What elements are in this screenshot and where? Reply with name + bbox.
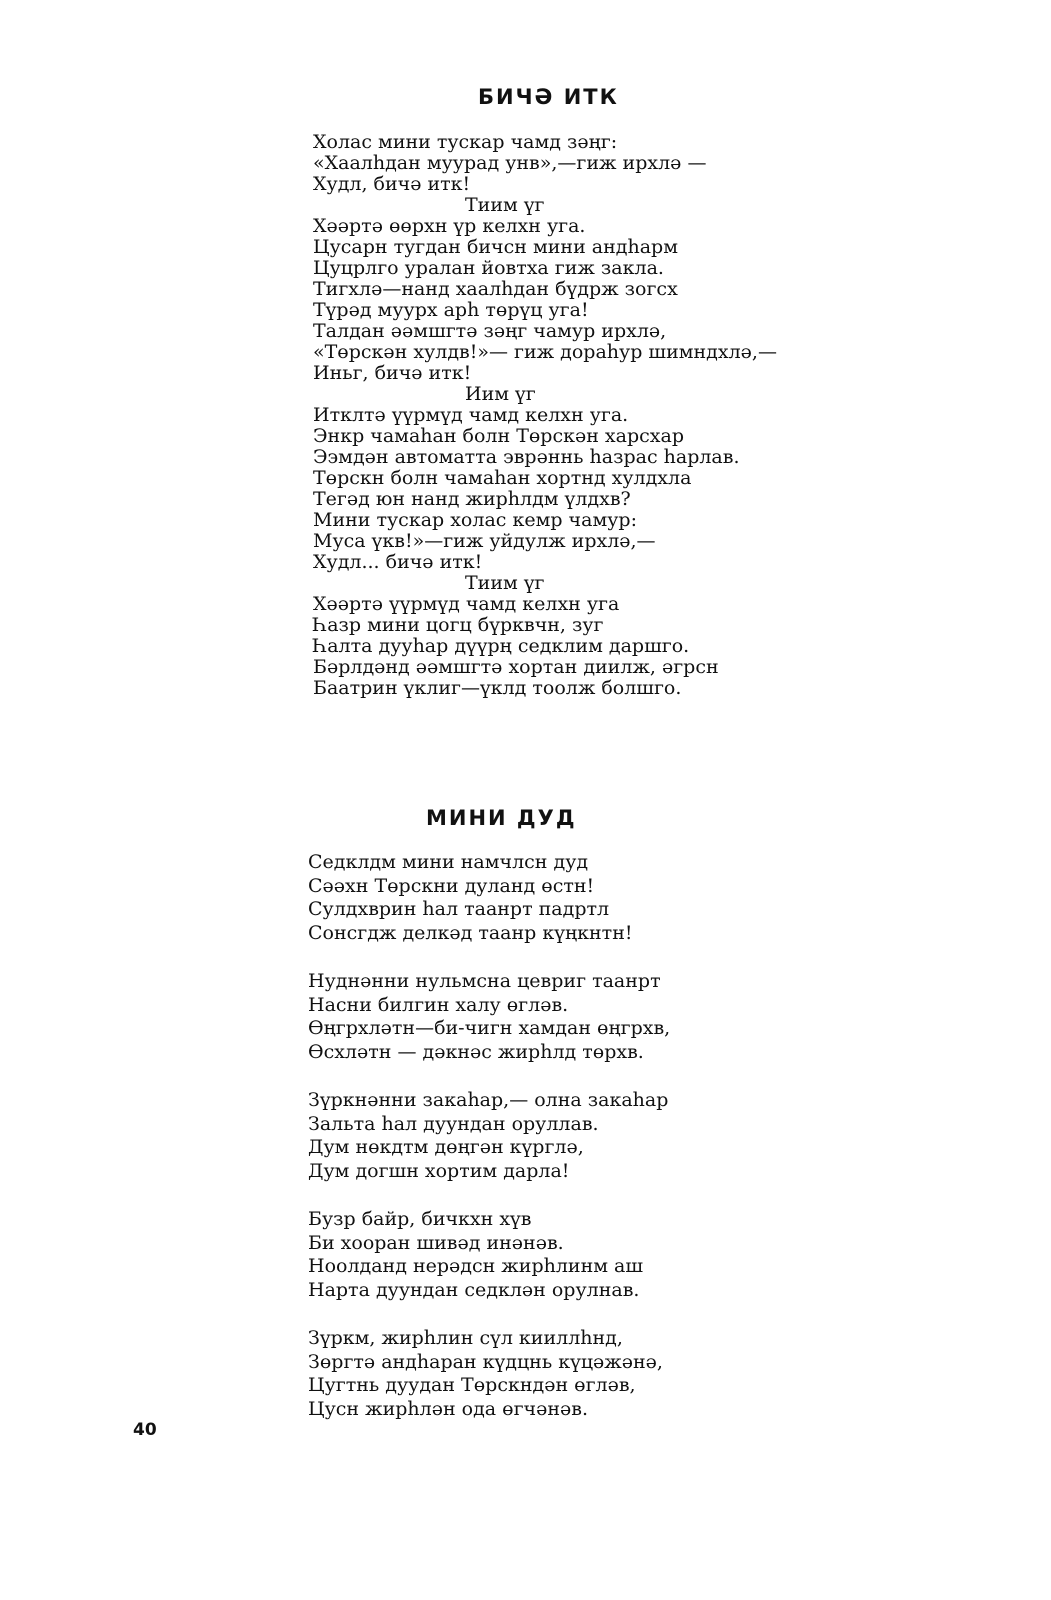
poem-line: Цугтнь дуудан Төрскндән өгләв, [308, 1374, 636, 1396]
poem-line: Нарта дуундан седклән орулнав. [308, 1278, 640, 1301]
poem-line: Иим үг [465, 383, 536, 405]
poem-line: Тегәд юн нанд жирһлдм үлдхв? [313, 488, 631, 510]
poem-line: «Хаалһдан муурад унв»,—гиж ирхлә — [313, 152, 707, 174]
poem-line: Бәрлдәнд әәмшгтә хортан диилж, әгрсн [313, 656, 719, 678]
poem-line: Хәәртә өөрхн үр келхн уга. [313, 215, 586, 237]
poem-line: Сәәхн Төрскни дуланд өстн! [308, 874, 595, 897]
poem-body-1 [313, 132, 777, 699]
poem-line: Худл, бичә итк! [313, 173, 471, 195]
stanza [308, 1089, 670, 1183]
poem-line: Нуднәнни нульмсна цевриг таанрт [308, 970, 661, 992]
poem-line: Ээмдән автоматта эврәннь һазрас һарлав. [313, 446, 740, 468]
poem-line: Һалта дууһар дүүрң седклим даршго. [313, 635, 690, 657]
poem-line: Баатрин үклиг—үклд тоолж болшго. [313, 677, 682, 699]
poem-line: Цусн жирһлән ода өгчәнәв. [308, 1397, 588, 1420]
stanza [308, 1208, 670, 1302]
poem-line: Итклтә үүрмүд чамд келхн уга. [313, 404, 629, 426]
poem-line: Хәәртә үүрмүд чамд келхн уга [313, 593, 620, 615]
poem-line: Худл... бичә итк! [313, 551, 483, 573]
poem-line: Дум нөкдтм дөңгән күрглә, [308, 1136, 584, 1158]
stanza [308, 970, 670, 1064]
poem-line: Бузр байр, бичкхн хүв [308, 1208, 532, 1230]
poem-line: Иньг, бичә итк! [313, 362, 472, 384]
poem-line: Һазр мини цогц бүрквчн, зуг [313, 614, 604, 636]
poem-line: Сонсгдж делкәд таанр күңкнтн! [308, 921, 633, 944]
poem-line: Зөргтә андһаран күдцнь күцәжәнә, [308, 1350, 663, 1373]
page-number: 40 [133, 1420, 157, 1440]
poem-line: Мини тускар холас кемр чамур: [313, 509, 637, 531]
poem-line: Тиим үг [465, 572, 545, 594]
poem-line: Дум догшн хортим дарла! [308, 1159, 570, 1182]
poem-body-2 [308, 851, 670, 1446]
poem-line: Түрәд муурх арһ төрүц уга! [313, 299, 589, 321]
poem-line: Өсхләтн — дәкнәс жирһлд төрхв. [308, 1040, 644, 1063]
poem-line: Зальта һал дуундан оруллав. [308, 1112, 599, 1135]
poem-line: Сулдхврин һал таанрт падртл [308, 898, 610, 920]
poem-line: Цуцрлго уралан йовтха гиж закла. [313, 257, 664, 279]
poem-line: «Төрскән хулдв!»— гиж дораһур шимндхлә,— [313, 341, 777, 363]
poem-line: Муса үкв!»—гиж уйдулж ирхлә,— [313, 530, 656, 552]
poem-line: Зүркм, жирһлин сүл кииллһнд, [308, 1327, 623, 1349]
stanza [308, 1327, 670, 1421]
poem-title-1: БИЧӘ ИТК [478, 85, 619, 109]
poem-line: Зүркнәнни закаһар,— олна закаһар [308, 1089, 669, 1111]
poem-line: Седклдм мини намчлсн дуд [308, 851, 589, 873]
poem-line: Тиим үг [465, 194, 545, 216]
poem-line: Энкр чамаһан болн Төрскән харсхар [313, 425, 684, 447]
poem-line: Цусарн тугдан бичсн мини андһарм [313, 236, 678, 258]
stanza [308, 851, 670, 945]
poem-line: Өңгрхләтн—би-чигн хамдан өңгрхв, [308, 1017, 671, 1039]
poem-line: Төрскн болн чамаһан хортнд хулдхла [313, 467, 692, 489]
poem-line: Би хооран шивәд инәнәв. [308, 1231, 564, 1254]
poem-line: Талдан әәмшгтә зәңг чамур ирхлә, [313, 320, 667, 342]
poem-line: Ноолданд нерәдсн жирһлинм аш [308, 1255, 644, 1277]
poem-line: Насни билгин халу өгләв. [308, 993, 569, 1016]
poem-line: Холас мини тускар чамд зәңг: [313, 131, 618, 153]
poem-title-2: МИНИ ДУД [426, 806, 577, 830]
poem-line: Тигхлә—нанд хаалһдан бүдрж зогсх [313, 278, 678, 300]
